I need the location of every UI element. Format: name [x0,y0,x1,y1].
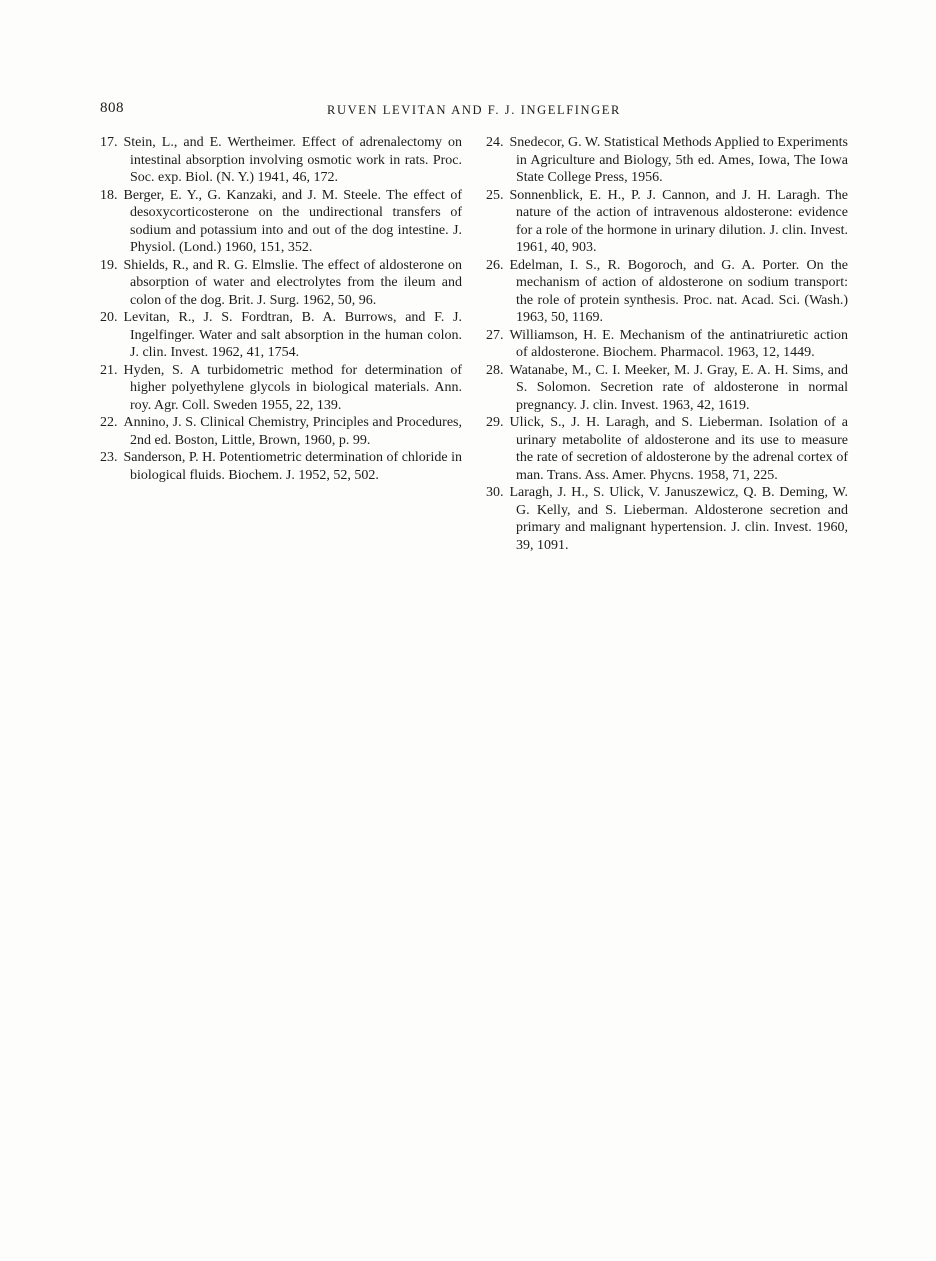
reference-text: Edelman, I. S., R. Bogoroch, and G. A. Porter. On the mechanism of action of aldosterone on sodium transport: the role of protein synthesis. Proc. nat. Acad. Sci. (Wash.) 1963, 50, 1169. [509,257,848,325]
reference-text: Williamson, H. E. Mechanism of the antinatriuretic action of aldosterone. Biochem. Pharmacol. 1963, 12, 1449. [509,327,848,360]
reference-text: Ulick, S., J. H. Laragh, and S. Lieberman. Isolation of a urinary metabolite of aldosterone and its use to measure the rate of secretion of aldosterone by the adrenal cortex of man. Trans. Ass. Amer. Phycns. 1958, 71, 225. [509,415,848,483]
reference-item [100,309,462,362]
reference-number: 27. [486,327,504,343]
reference-item [100,187,462,257]
reference-number: 23. [100,450,118,465]
reference-item [100,362,462,415]
reference-number: 25. [486,187,504,203]
page-content [100,100,848,554]
reference-text: Stein, L., and E. Wertheimer. Effect of adrenalectomy on intestinal absorption involving osmotic work in rats. Proc. Soc. exp. Biol. (N. Y.) 1941, 46, 172. [123,135,462,185]
reference-text: Watanabe, M., C. I. Meeker, M. J. Gray, E. A. H. Sims, and S. Solomon. Secretion rate of aldosterone in normal pregnancy. J. clin. Invest. 1963, 42, 1619. [509,362,848,413]
reference-item [486,484,848,554]
reference-item [486,134,848,187]
reference-number: 22. [100,415,118,430]
reference-number: 30. [486,485,504,500]
reference-item [100,414,462,449]
references-section [100,134,848,554]
reference-number: 29. [486,415,504,430]
reference-text: Annino, J. S. Clinical Chemistry, Principles and Procedures, 2nd ed. Boston, Little, Brown, 1960, p. 99. [123,415,462,448]
reference-number: 19. [100,257,118,273]
reference-item [100,449,462,484]
reference-number: 17. [100,135,118,150]
references-left-column [100,134,462,554]
reference-text: Snedecor, G. W. Statistical Methods Applied to Experiments in Agriculture and Biology, 5th ed. Ames, Iowa, The Iowa State College Press, 1956. [509,135,849,185]
reference-text: Shields, R., and R. G. Elmslie. The effect of aldosterone on absorption of water and electrolytes from the ileum and colon of the dog. Brit. J. Surg. 1962, 50, 96. [123,257,462,308]
reference-item [486,414,848,484]
reference-text: Sanderson, P. H. Potentiometric determination of chloride in biological fluids. Biochem. J. 1952, 52, 502. [123,450,462,483]
page-header [100,100,848,120]
reference-item [100,257,462,310]
reference-text: Hyden, S. A turbidometric method for determination of higher polyethylene glycols in biological materials. Ann. roy. Agr. Coll. Sweden 1955, 22, 139. [123,362,462,413]
reference-text: Laragh, J. H., S. Ulick, V. Januszewicz, Q. B. Deming, W. G. Kelly, and S. Lieberman. Aldosterone secretion and primary and malignant hypertension. J. clin. Invest. 1960, 39, 1091. [509,485,848,553]
reference-text: Levitan, R., J. S. Fordtran, B. A. Burrows, and F. J. Ingelfinger. Water and salt absorption in the human colon. J. clin. Invest. 1962, 41, 1754. [123,310,462,360]
reference-number: 28. [486,362,504,378]
reference-number: 26. [486,257,504,273]
reference-item [486,257,848,327]
references-right-column [486,134,848,554]
reference-item [486,327,848,362]
reference-number: 24. [486,135,504,150]
page-number: 808 [100,100,124,116]
reference-item [486,362,848,415]
reference-text: Berger, E. Y., G. Kanzaki, and J. M. Steele. The effect of desoxycorticosterone on the undirectional transfers of sodium and potassium into and out of the dog intestine. J. Physiol. (Lond.) 1960, 151, 352. [123,187,462,255]
reference-item [486,187,848,257]
reference-number: 18. [100,187,118,203]
reference-number: 20. [100,310,118,325]
reference-item [100,134,462,187]
reference-text: Sonnenblick, E. H., P. J. Cannon, and J. H. Laragh. The nature of the action of intravenous aldosterone: evidence for a role of the hormone in urinary dilution. J. clin. Invest. 1961, 40, 903. [509,187,848,255]
running-head: RUVEN LEVITAN AND F. J. INGELFINGER [327,103,621,117]
reference-number: 21. [100,362,118,378]
